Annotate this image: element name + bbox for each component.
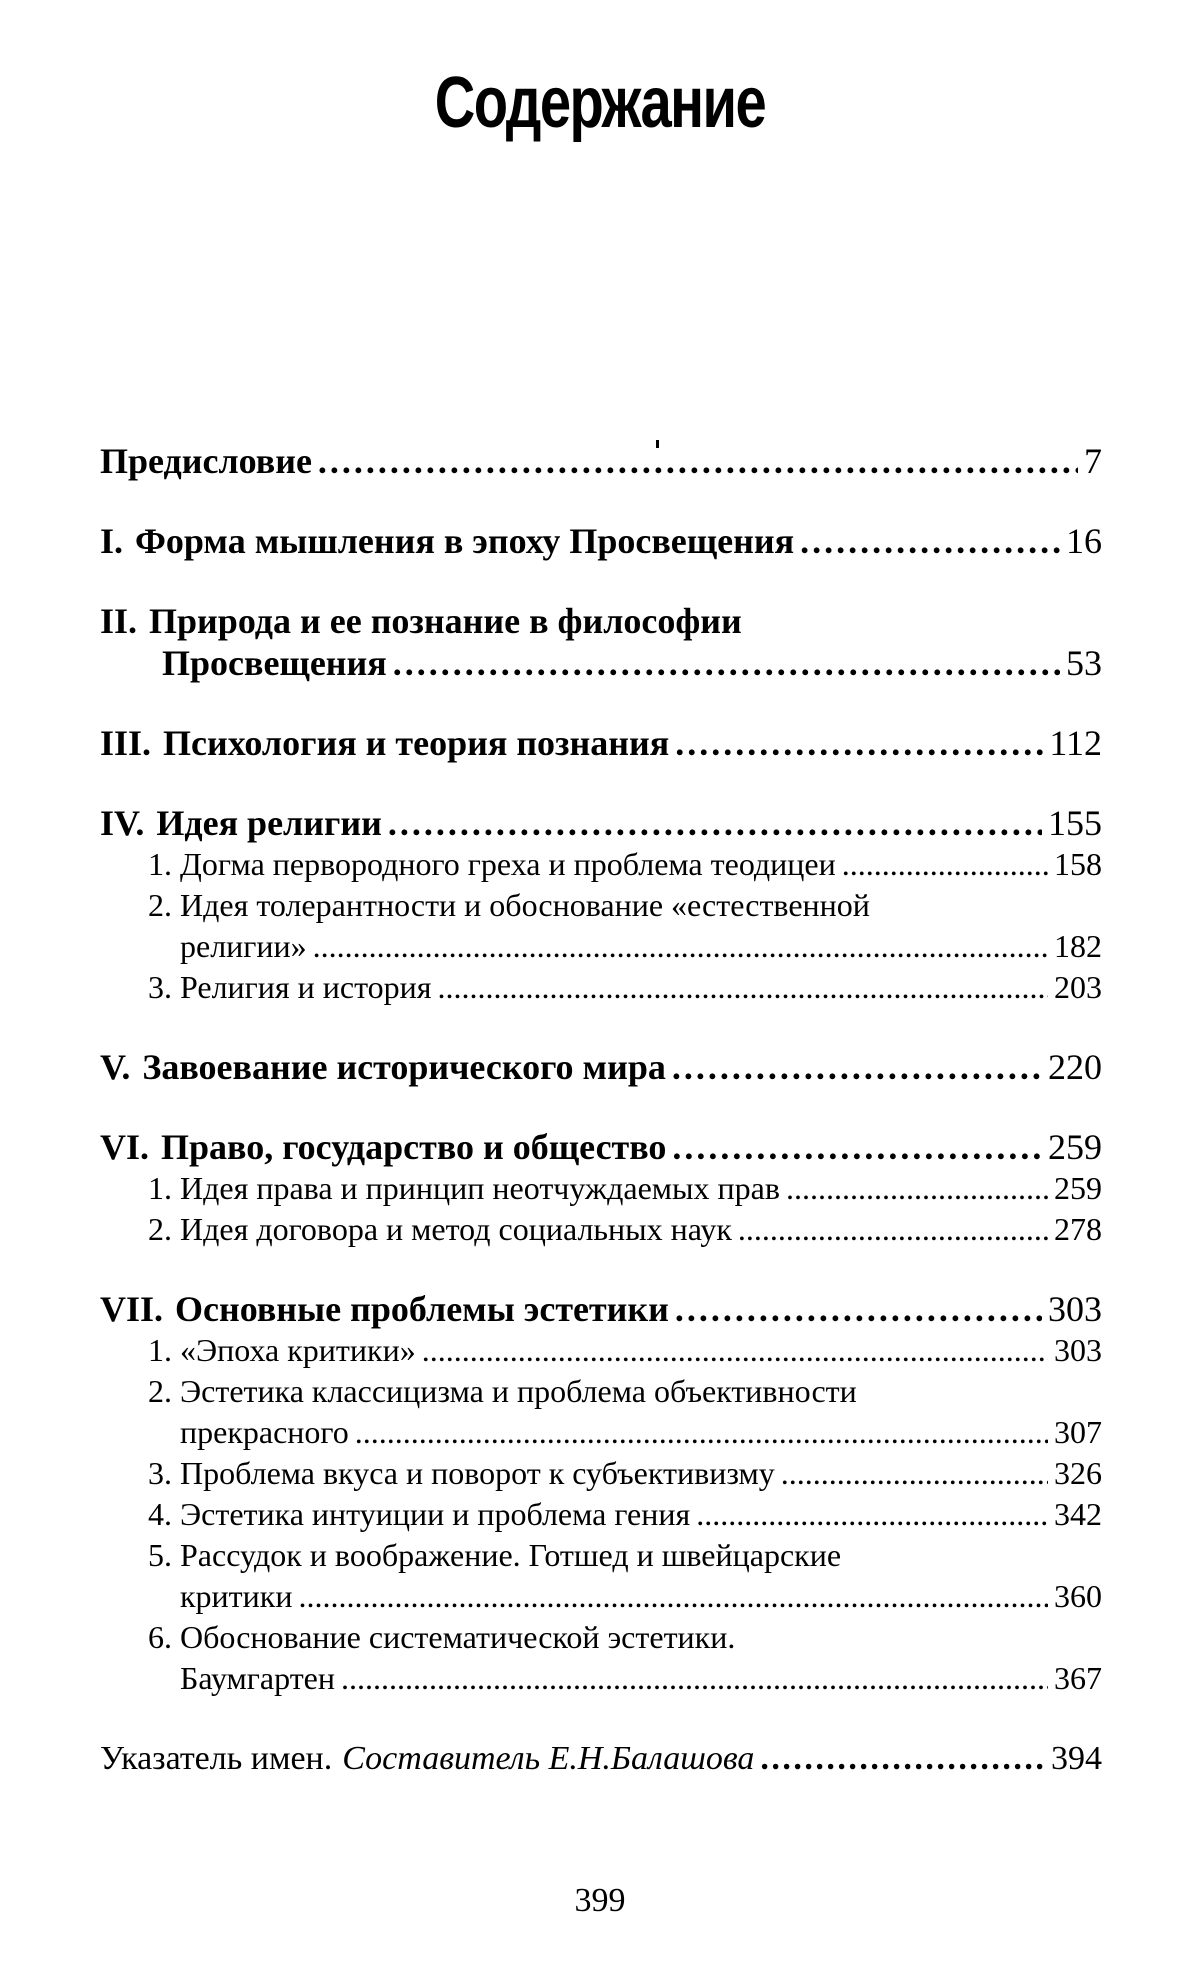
- entry-page: 203: [1054, 969, 1102, 1005]
- entry-title-line2: критики: [180, 1578, 293, 1614]
- entry-title: Завоевание исторического мира: [142, 1047, 666, 1087]
- sub-number: 3.: [148, 969, 172, 1005]
- chapter-numeral: IV.: [100, 803, 145, 843]
- toc-subentry-7-1[interactable]: [100, 1330, 1102, 1371]
- toc-chapter-5: [100, 1046, 1102, 1088]
- entry-page: 360: [1054, 1578, 1102, 1614]
- dot-leader: [672, 1046, 1042, 1088]
- sub-number: 2.: [148, 887, 172, 923]
- dot-leader: [760, 1737, 1045, 1781]
- entry-page: 16: [1066, 521, 1102, 561]
- page-title: Содержание: [434, 63, 766, 143]
- toc-subentry-4-2[interactable]: [100, 885, 1102, 926]
- toc-subentry-7-3[interactable]: [100, 1453, 1102, 1494]
- chapter-numeral: V.: [100, 1047, 131, 1087]
- dot-leader: [318, 440, 1078, 482]
- toc-entry-chapter-2-cont[interactable]: [100, 642, 1102, 684]
- dot-leader: [781, 1453, 1048, 1494]
- entry-title-line2: Просвещения: [162, 643, 387, 683]
- toc-entry-chapter-6[interactable]: [100, 1126, 1102, 1168]
- entry-page: 326: [1054, 1455, 1102, 1491]
- toc-entry-chapter-3[interactable]: [100, 722, 1102, 764]
- sub-number: 1.: [148, 1332, 172, 1368]
- entry-title: Основные проблемы эстетики: [175, 1289, 669, 1329]
- entry-title: Указатель имен.: [100, 1740, 333, 1777]
- sub-number: 2.: [148, 1211, 172, 1247]
- entry-page: 53: [1066, 643, 1102, 683]
- toc-subentry-7-4[interactable]: [100, 1494, 1102, 1535]
- dot-leader: [341, 1658, 1048, 1699]
- toc-subentry-7-6-cont[interactable]: [100, 1658, 1102, 1699]
- toc-preface: [100, 440, 1102, 482]
- dot-leader: [422, 1330, 1048, 1371]
- toc-chapter-4: [100, 802, 1102, 1008]
- toc-subentry-4-2-cont[interactable]: [100, 926, 1102, 967]
- toc-entry-chapter-5[interactable]: [100, 1046, 1102, 1088]
- toc-chapter-6: [100, 1126, 1102, 1250]
- toc-chapter-3: [100, 722, 1102, 764]
- dot-leader: [738, 1209, 1048, 1250]
- entry-page: 112: [1049, 723, 1102, 763]
- dot-leader: [696, 1494, 1048, 1535]
- chapter-numeral: II.: [100, 601, 138, 641]
- dot-leader: [388, 802, 1042, 844]
- entry-page: 182: [1054, 928, 1102, 964]
- entry-title-line2: прекрасного: [180, 1414, 349, 1450]
- dot-leader: [842, 844, 1048, 885]
- page-number: 399: [574, 1882, 626, 1919]
- entry-title-line2: религии»: [180, 928, 307, 964]
- entry-page: 220: [1048, 1047, 1102, 1087]
- entry-page: 259: [1048, 1127, 1102, 1167]
- dot-leader: [672, 1126, 1042, 1168]
- sub-number: 1.: [148, 846, 172, 882]
- toc-chapter-1: [100, 520, 1102, 562]
- dot-leader: [313, 926, 1048, 967]
- sub-number: 1.: [148, 1170, 172, 1206]
- dot-leader: [355, 1412, 1048, 1453]
- sub-number: 2.: [148, 1373, 172, 1409]
- toc-entry-chapter-2[interactable]: [100, 600, 1102, 642]
- chapter-numeral: VII.: [100, 1289, 164, 1329]
- entry-title: Право, государство и общество: [161, 1127, 667, 1167]
- entry-title: Психология и теория познания: [163, 723, 670, 763]
- entry-title: Идея права и принцип неотчуждаемых прав: [180, 1170, 780, 1206]
- toc-entry-chapter-7[interactable]: [100, 1288, 1102, 1330]
- entry-title-line1: Эстетика классицизма и проблема объективности: [180, 1373, 857, 1409]
- entry-title: Идея договора и метод социальных наук: [180, 1211, 732, 1247]
- entry-title: Форма мышления в эпоху Просвещения: [135, 521, 795, 561]
- entry-page: 307: [1054, 1414, 1102, 1450]
- chapter-numeral: I.: [100, 521, 124, 561]
- entry-title: Предисловие: [100, 441, 312, 481]
- dot-leader: [298, 1576, 1048, 1617]
- entry-page: 303: [1048, 1289, 1102, 1329]
- entry-page: 7: [1084, 441, 1102, 481]
- toc-subentry-7-5[interactable]: [100, 1535, 1102, 1576]
- entry-page: 342: [1054, 1496, 1102, 1532]
- toc-chapter-7: [100, 1288, 1102, 1699]
- toc-subentry-4-1[interactable]: [100, 844, 1102, 885]
- entry-title: «Эпоха критики»: [180, 1332, 416, 1368]
- entry-title: Эстетика интуиции и проблема гения: [180, 1496, 691, 1532]
- sub-number: 6.: [148, 1619, 172, 1655]
- toc-subentry-6-2[interactable]: [100, 1209, 1102, 1250]
- sub-number: 4.: [148, 1496, 172, 1532]
- entry-title: Религия и история: [180, 969, 432, 1005]
- entry-page: 158: [1054, 846, 1102, 882]
- toc-subentry-7-2[interactable]: [100, 1371, 1102, 1412]
- chapter-numeral: III.: [100, 723, 152, 763]
- chapter-numeral: VI.: [100, 1127, 150, 1167]
- entry-page: 303: [1054, 1332, 1102, 1368]
- toc-subentry-7-5-cont[interactable]: [100, 1576, 1102, 1617]
- toc-chapter-2: [100, 600, 1102, 684]
- entry-title-line1: Обоснование систематической эстетики.: [180, 1619, 736, 1655]
- entry-compiler: Составитель Е.Н.Балашова: [342, 1740, 755, 1777]
- entry-title: Идея религии: [156, 803, 382, 843]
- entry-page: 155: [1048, 803, 1102, 843]
- dot-leader: [675, 1288, 1042, 1330]
- toc-entry-index[interactable]: [100, 1737, 1102, 1781]
- entry-title-line2: Баумгартен: [180, 1660, 335, 1696]
- sub-number: 3.: [148, 1455, 172, 1491]
- entry-title: Проблема вкуса и поворот к субъективизму: [180, 1455, 775, 1491]
- toc-entry-chapter-4[interactable]: [100, 802, 1102, 844]
- entry-page: 394: [1051, 1740, 1102, 1777]
- dot-leader: [393, 642, 1060, 684]
- dot-leader: [438, 967, 1049, 1008]
- toc-entry-preface[interactable]: [100, 440, 1102, 482]
- entry-title-line1: Рассудок и воображение. Готшед и швейцарские: [180, 1537, 842, 1573]
- toc-subentry-7-6[interactable]: [100, 1617, 1102, 1658]
- table-of-contents: [100, 440, 1102, 1819]
- dot-leader: [800, 520, 1060, 562]
- dot-leader: [786, 1168, 1048, 1209]
- entry-title: Догма первородного греха и проблема теодицеи: [180, 846, 836, 882]
- entry-title-line1: Идея толерантности и обоснование «естественной: [180, 887, 870, 923]
- dot-leader: [675, 722, 1043, 764]
- entry-title-line1: Природа и ее познание в философии: [149, 601, 742, 641]
- toc-subentry-6-1[interactable]: [100, 1168, 1102, 1209]
- entry-page: 367: [1054, 1660, 1102, 1696]
- toc-subentry-4-3[interactable]: [100, 967, 1102, 1008]
- sub-number: 5.: [148, 1537, 172, 1573]
- entry-page: 259: [1054, 1170, 1102, 1206]
- entry-page: 278: [1054, 1211, 1102, 1247]
- toc-subentry-7-2-cont[interactable]: [100, 1412, 1102, 1453]
- toc-index: [100, 1737, 1102, 1781]
- toc-entry-chapter-1[interactable]: [100, 520, 1102, 562]
